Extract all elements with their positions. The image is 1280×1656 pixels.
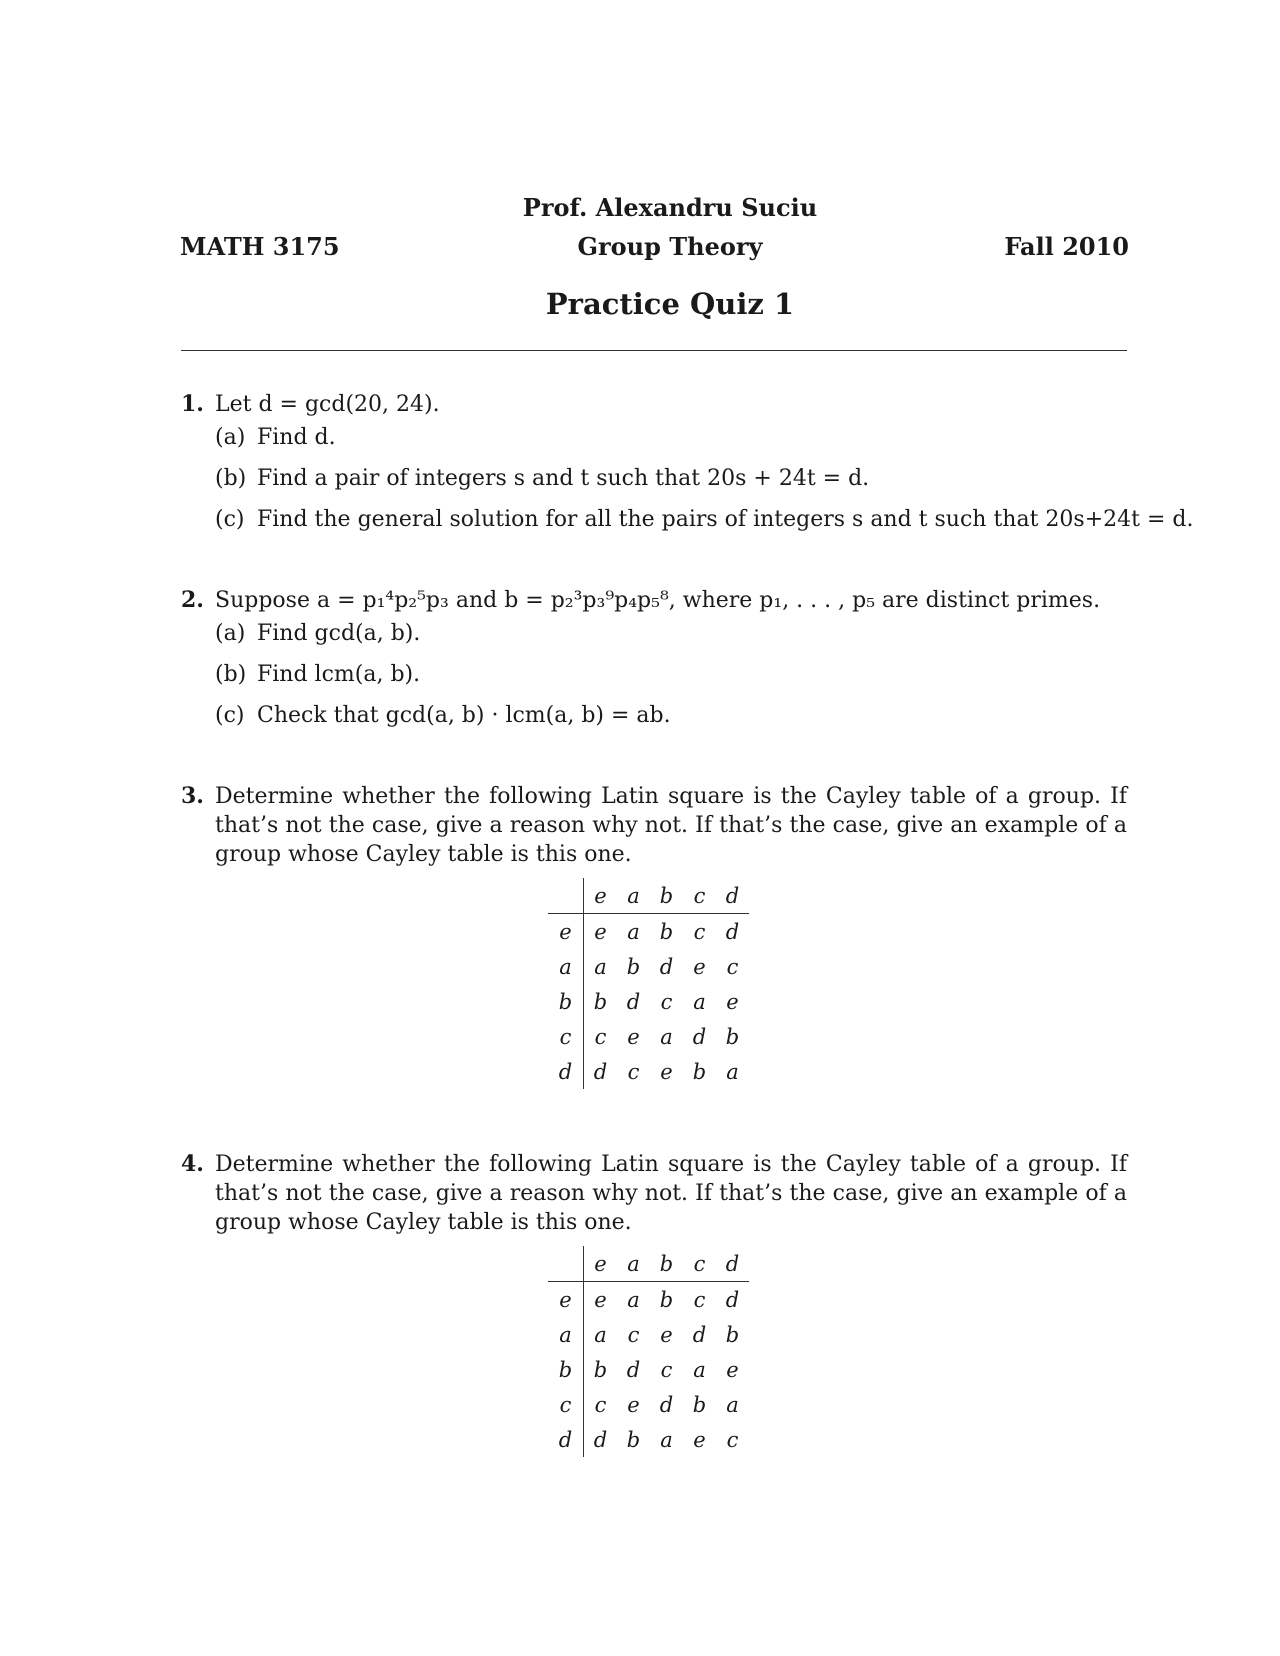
table-cell: d [725, 1287, 740, 1312]
part-label: (c) [215, 507, 245, 532]
instructor-name: Prof. Alexandru Suciu [522, 193, 818, 222]
column-header: d [716, 878, 749, 914]
table-cell: a [726, 1392, 739, 1417]
table-row [548, 914, 749, 950]
row-header: d [548, 1054, 584, 1089]
table-row [548, 1317, 749, 1352]
table-row [548, 1019, 749, 1054]
column-header: c [683, 1246, 716, 1282]
cayley-header-row [548, 878, 749, 914]
row-header: c [548, 1387, 584, 1422]
row-header: e [548, 914, 584, 950]
table-cell: d [626, 1357, 641, 1382]
problem-number: 4. [181, 1151, 204, 1177]
table-cell: e [726, 1357, 739, 1382]
problem-part [181, 619, 1127, 648]
row-header: c [548, 1019, 584, 1054]
problem-part [181, 505, 1194, 534]
table-cell: a [627, 1287, 640, 1312]
problem-statement: Determine whether the following Latin square is the Cayley table of a group. If that’s not the case, give a reason why not. If that’s the case, give an example of a group whose Cayley table is this one. [215, 784, 1127, 867]
table-cell: d [593, 1059, 608, 1084]
table-cell: b [626, 1427, 641, 1452]
problem-part [181, 701, 1127, 730]
table-cell: a [660, 1024, 673, 1049]
problem-statement: Suppose a = p₁⁴p₂⁵p₃ and b = p₂³p₃⁹p₄p₅⁸, where p₁, . . . , p₅ are distinct primes. [215, 588, 1101, 613]
table-row [548, 949, 749, 984]
table-cell: c [660, 989, 673, 1014]
table-cell: d [692, 1024, 707, 1049]
table-cell: d [692, 1322, 707, 1347]
table-cell: c [693, 919, 706, 944]
cayley-table [548, 1246, 749, 1457]
table-row [548, 1387, 749, 1422]
column-header: c [683, 878, 716, 914]
table-cell: e [627, 1392, 640, 1417]
table-cell: b [725, 1024, 740, 1049]
table-cell: c [594, 1024, 607, 1049]
table-cell: a [660, 1427, 673, 1452]
column-header: a [617, 878, 650, 914]
part-label: (b) [215, 662, 247, 687]
table-row [548, 1422, 749, 1457]
course-subject: Group Theory [577, 232, 763, 261]
part-text: Check that gcd(a, b) · lcm(a, b) = ab. [257, 703, 671, 728]
problem-part [181, 464, 1127, 493]
table-cell: a [594, 1322, 607, 1347]
table-cell: d [725, 919, 740, 944]
part-label: (a) [215, 425, 246, 450]
column-header: b [650, 878, 683, 914]
table-cell: d [659, 954, 674, 979]
row-header: e [548, 1282, 584, 1318]
table-cell: b [593, 989, 608, 1014]
column-header: d [716, 1246, 749, 1282]
table-cell: b [692, 1392, 707, 1417]
row-header: b [548, 984, 584, 1019]
part-text: Find gcd(a, b). [257, 621, 421, 646]
term: Fall 2010 [1004, 232, 1129, 261]
problem-3 [181, 782, 1127, 869]
table-cell: d [659, 1392, 674, 1417]
problem-4 [181, 1150, 1127, 1237]
row-header: a [548, 949, 584, 984]
table-cell: e [693, 954, 706, 979]
table-cell: e [627, 1024, 640, 1049]
part-text: Find a pair of integers s and t such that 20s + 24t = d. [257, 466, 870, 491]
table-cell: e [594, 919, 607, 944]
problem-number: 2. [181, 587, 204, 613]
problem-part [181, 423, 1127, 452]
table-cell: c [726, 1427, 739, 1452]
problem-number: 3. [181, 783, 204, 809]
problem-number: 1. [181, 391, 204, 417]
header-divider [181, 350, 1127, 351]
table-cell: c [594, 1392, 607, 1417]
table-cell: e [693, 1427, 706, 1452]
table-row [548, 984, 749, 1019]
table-cell: c [660, 1357, 673, 1382]
table-cell: a [594, 954, 607, 979]
table-cell: a [726, 1059, 739, 1084]
table-cell: e [660, 1059, 673, 1084]
table-cell: c [627, 1322, 640, 1347]
table-cell: d [593, 1427, 608, 1452]
problem-statement: Let d = gcd(20, 24). [215, 392, 440, 417]
part-label: (b) [215, 466, 247, 491]
table-cell: a [693, 989, 706, 1014]
row-header: d [548, 1422, 584, 1457]
part-text: Find lcm(a, b). [257, 662, 421, 687]
table-row [548, 1054, 749, 1089]
cayley-header-row [548, 1246, 749, 1282]
table-cell: b [593, 1357, 608, 1382]
table-cell: e [594, 1287, 607, 1312]
column-header: b [650, 1246, 683, 1282]
table-cell: b [659, 1287, 674, 1312]
table-row [548, 1352, 749, 1387]
problem-statement: Determine whether the following Latin square is the Cayley table of a group. If that’s not the case, give a reason why not. If that’s the case, give an example of a group whose Cayley table is this one. [215, 1152, 1127, 1235]
table-cell: c [693, 1287, 706, 1312]
table-cell: b [692, 1059, 707, 1084]
table-cell: a [693, 1357, 706, 1382]
part-label: (c) [215, 703, 245, 728]
table-cell: b [659, 919, 674, 944]
table-cell: c [726, 954, 739, 979]
table-cell: d [626, 989, 641, 1014]
table-cell: e [726, 989, 739, 1014]
column-header: a [617, 1246, 650, 1282]
course-code: MATH 3175 [180, 232, 340, 261]
page-title: Practice Quiz 1 [545, 287, 795, 321]
problem-part [181, 660, 1127, 689]
part-text: Find d. [257, 425, 336, 450]
cayley-table [548, 878, 749, 1089]
table-cell: e [660, 1322, 673, 1347]
part-label: (a) [215, 621, 246, 646]
table-corner [548, 1246, 584, 1282]
problem-2 [181, 586, 1127, 730]
table-corner [548, 878, 584, 914]
column-header: e [584, 1246, 618, 1282]
row-header: a [548, 1317, 584, 1352]
row-header: b [548, 1352, 584, 1387]
table-cell: b [626, 954, 641, 979]
table-row [548, 1282, 749, 1318]
problem-1 [181, 390, 1194, 534]
table-cell: a [627, 919, 640, 944]
part-text: Find the general solution for all the pairs of integers s and t such that 20s+24t = d. [257, 507, 1194, 532]
table-cell: b [725, 1322, 740, 1347]
column-header: e [584, 878, 618, 914]
table-cell: c [627, 1059, 640, 1084]
